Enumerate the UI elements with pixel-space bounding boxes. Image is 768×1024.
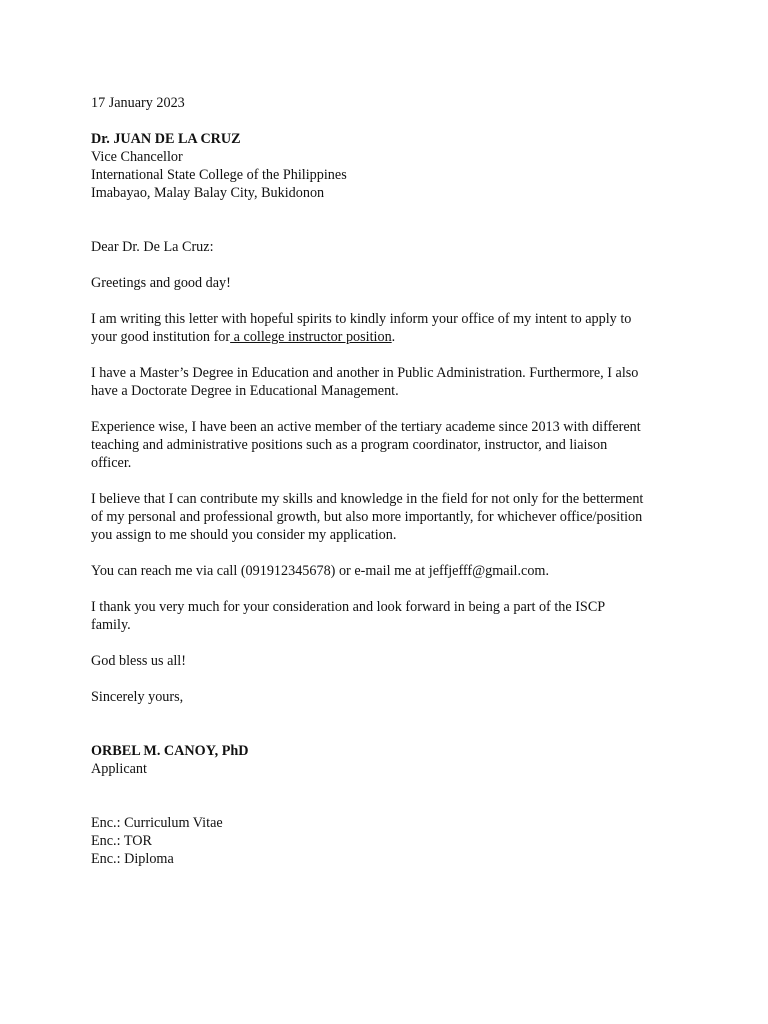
- letter-date: 17 January 2023: [91, 95, 185, 111]
- contribution-line-1: I believe that I can contribute my skills and knowledge in the field for not only for the betterment: [91, 491, 644, 507]
- signature-name: ORBEL M. CANOY, PhD: [91, 743, 249, 759]
- paragraph-thanks: [91, 598, 691, 634]
- contribution-line-3: you assign to me should you consider my application.: [91, 527, 397, 543]
- degrees-line-2: have a Doctorate Degree in Educational Management.: [91, 383, 399, 399]
- paragraph-experience: [91, 418, 691, 472]
- enclosure-item: Enc.: Diploma: [91, 851, 174, 867]
- salutation: Dear Dr. De La Cruz:: [91, 239, 214, 255]
- enclosures: [91, 814, 691, 868]
- paragraph-blessing: God bless us all!: [91, 653, 186, 669]
- letter-body: [91, 94, 691, 868]
- paragraph-contact: You can reach me via call (091912345678) or e-mail me at jeffjefff@gmail.com.: [91, 563, 549, 579]
- thanks-line-2: family.: [91, 617, 131, 633]
- paragraph-contribution: [91, 490, 691, 544]
- position-underlined: a college instructor position: [230, 329, 392, 345]
- recipient-institution: International State College of the Philippines: [91, 167, 347, 183]
- recipient-block: [91, 130, 691, 202]
- intent-line-2-post: .: [391, 329, 396, 345]
- thanks-line-1: I thank you very much for your consideration and look forward in being a part of the ISCP: [91, 599, 606, 615]
- paragraph-intent: [91, 310, 691, 346]
- enclosure-item: Enc.: TOR: [91, 833, 152, 849]
- experience-line-2: teaching and administrative positions such as a program coordinator, instructor, and liaison: [91, 437, 608, 453]
- intent-line-2-pre: your good institution for: [91, 329, 231, 345]
- intent-line-2: [91, 328, 691, 346]
- contribution-line-2: of my personal and professional growth, but also more importantly, for whichever office/position: [91, 509, 643, 525]
- experience-line-3: officer.: [91, 455, 132, 471]
- signature-block: [91, 742, 691, 778]
- signature-role: Applicant: [91, 761, 147, 777]
- degrees-line-1: I have a Master’s Degree in Education and another in Public Administration. Furthermore, I also: [91, 365, 639, 381]
- recipient-name: Dr. JUAN DE LA CRUZ: [91, 131, 241, 147]
- intent-line-1: I am writing this letter with hopeful spirits to kindly inform your office of my intent to apply to: [91, 311, 632, 327]
- experience-line-1: Experience wise, I have been an active member of the tertiary academe since 2013 with different: [91, 419, 641, 435]
- enclosure-item: Enc.: Curriculum Vitae: [91, 815, 223, 831]
- greeting: Greetings and good day!: [91, 275, 231, 291]
- paragraph-degrees: [91, 364, 691, 400]
- closing: Sincerely yours,: [91, 689, 184, 705]
- recipient-title: Vice Chancellor: [91, 149, 183, 165]
- recipient-address: Imabayao, Malay Balay City, Bukidonon: [91, 185, 325, 201]
